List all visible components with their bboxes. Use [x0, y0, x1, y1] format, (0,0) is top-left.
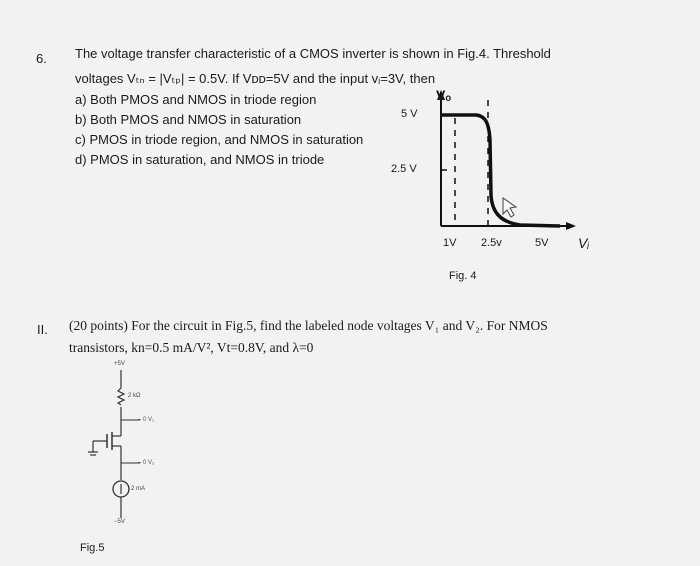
fig5-current-source-label: 2 mA [131, 486, 146, 492]
fig4-x-tick-1v: 1V [443, 237, 457, 249]
fig4-y-tick-2-5v: 2.5 V [391, 163, 417, 175]
fig4-y-axis-label: Vₒ [436, 87, 452, 103]
fig5-node-v1: – 0 V₁ [138, 417, 155, 423]
option-a: a) Both PMOS and NMOS in triode region [75, 92, 317, 107]
fig5-caption: Fig.5 [80, 542, 105, 554]
question-6-line-1: The voltage transfer characteristic of a CMOS inverter is shown in Fig.4. Threshold [75, 46, 551, 61]
fig5-node-v2: – 0 V₂ [138, 460, 155, 466]
fig4-x-tick-5v: 5V [535, 237, 549, 249]
fig5-supply-bottom: −5V [114, 519, 125, 525]
fig4-y-tick-5v: 5 V [401, 108, 418, 120]
option-c: c) PMOS in triode region, and NMOS in saturation [75, 132, 364, 147]
fig4-x-axis-label: Vᵢ [578, 235, 590, 251]
question-6-line-2: voltages Vₜₙ = |Vₜₚ| = 0.5V. If Vᴅᴅ=5V and the input vᵢ=3V, then [75, 71, 436, 86]
fig4-caption: Fig. 4 [449, 270, 477, 282]
question-6-number: 6. [36, 51, 47, 66]
fig5-resistor-label: 2 kΩ [128, 393, 141, 399]
option-b: b) Both PMOS and NMOS in saturation [75, 112, 302, 127]
fig4-x-tick-2-5v: 2.5v [481, 237, 502, 249]
question-2-line-1: (20 points) For the circuit in Fig.5, find the labeled node voltages V₁ and V₂. For NMOS [69, 318, 548, 333]
option-d: d) PMOS in saturation, and NMOS in triode [75, 152, 325, 167]
resistor-symbol [118, 388, 124, 405]
question-2-line-2: transistors, kn=0.5 mA/V², Vt=0.8V, and λ=0 [69, 340, 314, 355]
fig5-supply-top: +5V [114, 361, 125, 367]
question-2-number: II. [37, 322, 48, 337]
